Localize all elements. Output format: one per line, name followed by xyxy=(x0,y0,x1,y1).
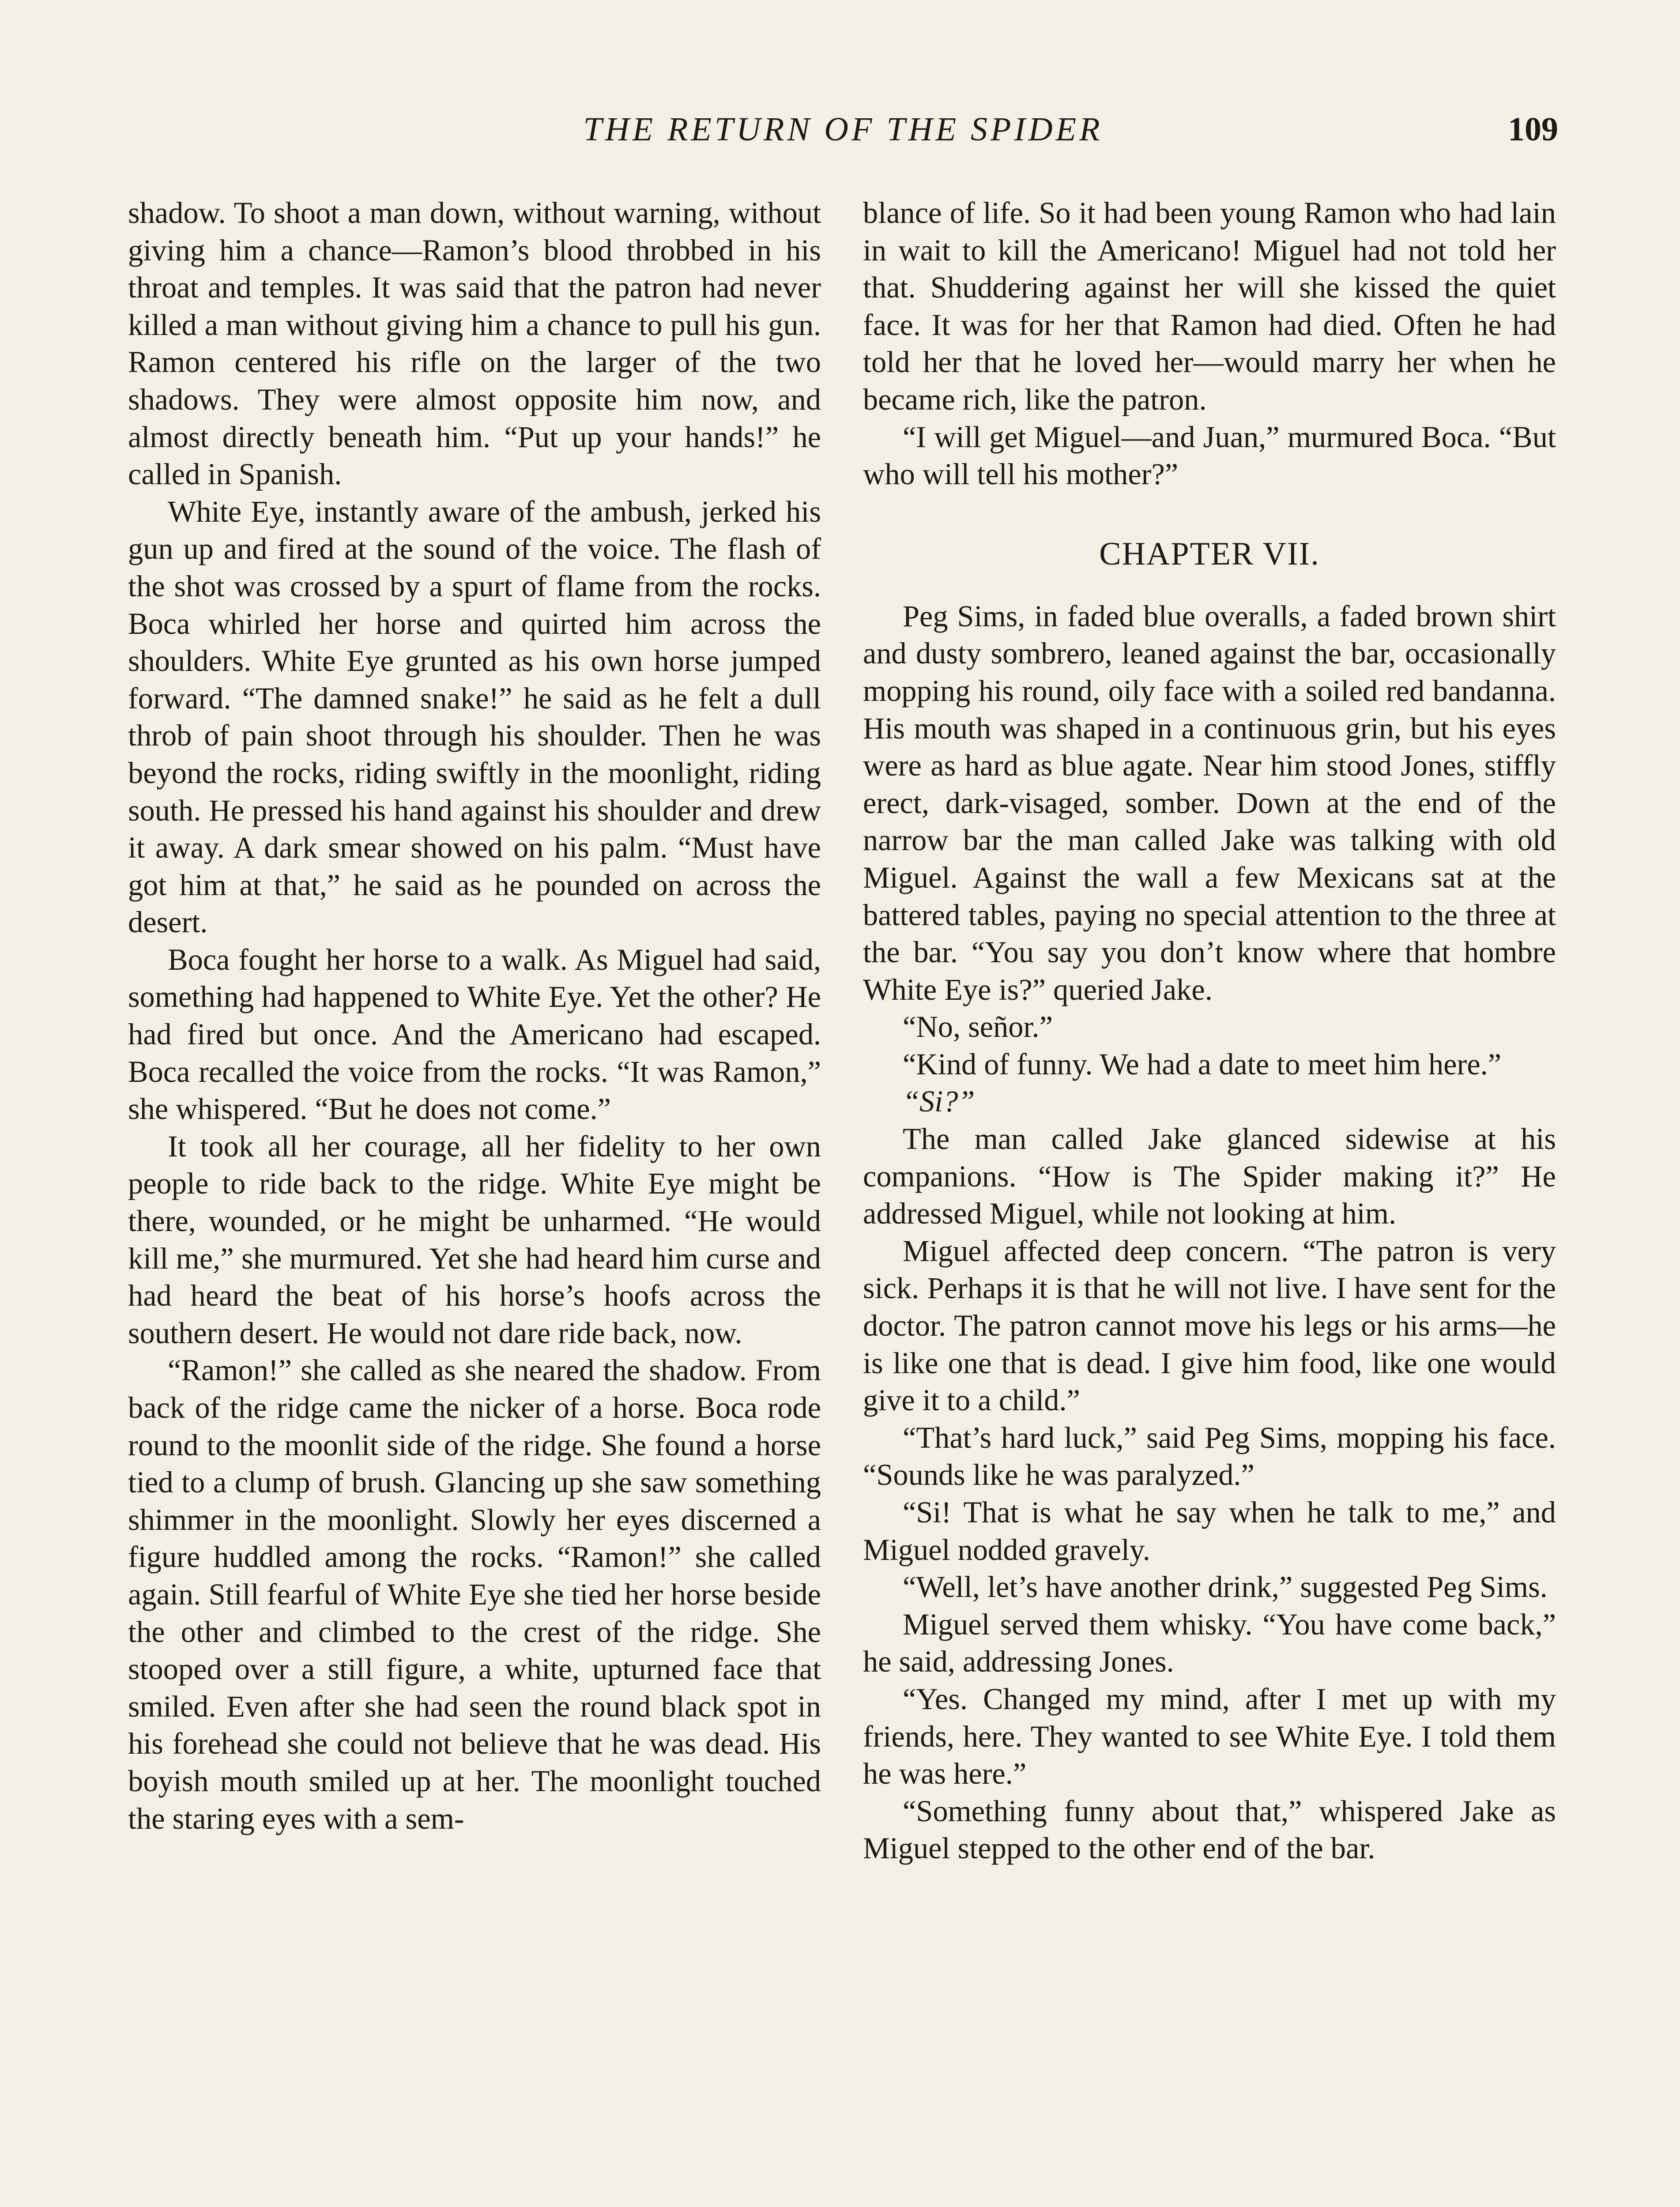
paragraph: Miguel affected deep concern. “The patron is very sick. Perhaps it is that he will not live. I have sent for the doctor. The patron cannot move his legs or his arms—he is like one that is dead. I give him food, like one would give it to a child.” xyxy=(863,1234,1556,1417)
running-title: THE RETURN OF THE SPIDER xyxy=(583,111,1103,148)
chapter-heading: CHAPTER VII. xyxy=(1099,535,1320,572)
paragraph: Boca fought her horse to a walk. As Miguel had said, something had happened to White Eye. Yet the other? He had fired but once. And the Americano had escaped. Boca recalled the voice from the rocks. “It was Ramon,” she whispered. “But he does not come.” xyxy=(128,942,821,1126)
paragraph: “That’s hard luck,” said Peg Sims, mopping his face. “Sounds like he was paralyzed.” xyxy=(863,1420,1556,1492)
left-column xyxy=(128,194,821,1837)
paragraph: The man called Jake glanced sidewise at his companions. “How is The Spider making it?” He addressed Miguel, while not looking at him. xyxy=(863,1122,1556,1231)
paragraph: “Well, let’s have another drink,” suggested Peg Sims. xyxy=(903,1570,1548,1604)
paragraph: Peg Sims, in faded blue overalls, a faded brown shirt and dusty sombrero, leaned against the bar, occasionally mopping his round, oily face with a soiled red bandanna. His mouth was shaped in a continuous grin, but his eyes were as hard as blue agate. Near him stood Jones, stiffly erect, dark-visaged, somber. Down at the end of the narrow bar the man called Jake was talking with old Miguel. Against the wall a few Mexicans sat at the battered tables, paying no special attention to the three at the bar. “You say you don’t know where that hombre White Eye is?” queried Jake. xyxy=(863,599,1556,1006)
paragraph: “No, señor.” xyxy=(903,1010,1053,1044)
paragraph: “Yes. Changed my mind, after I met up with my friends, here. They wanted to see White Eye. I told them he was here.” xyxy=(863,1682,1556,1791)
page-header xyxy=(128,110,1558,163)
paragraph: Miguel served them whisky. “You have come back,” he said, addressing Jones. xyxy=(863,1607,1556,1679)
paragraph: shadow. To shoot a man down, without warning, without giving him a chance—Ramon’s blood throbbed in his throat and temples. It was said that the patron had never killed a man without giving him a chance to pull his gun. Ramon centered his rifle on the larger of the two shadows. They were almost opposite him now, and almost directly beneath him. “Put up your hands!” he called in Spanish. xyxy=(128,196,821,491)
page-number: 109 xyxy=(1508,111,1558,148)
paragraph: “Si! That is what he say when he talk to me,” and Miguel nodded gravely. xyxy=(863,1495,1556,1567)
paragraph: “Kind of funny. We had a date to meet him here.” xyxy=(903,1047,1502,1081)
paragraph: It took all her courage, all her fidelity to her own people to ride back to the ridge. White Eye might be there, wounded, or he might be unharmed. “He would kill me,” she murmured. Yet she had heard him curse and had heard the beat of his horse’s hoofs across the southern desert. He would not dare ride back, now. xyxy=(128,1129,821,1350)
paragraph: “Ramon!” she called as she neared the shadow. From back of the ridge came the nicker of a horse. Boca rode round to the moonlit side of the ridge. She found a horse tied to a clump of brush. Glancing up she saw something shimmer in the moonlight. Slowly her eyes discerned a figure huddled among the rocks. “Ramon!” she called again. Still fearful of White Eye she tied her horse beside the other and climbed to the crest of the ridge. She stooped over a still figure, a white, upturned face that smiled. Even after she had seen the round black spot in his forehead she could not believe that he was dead. His boyish mouth smiled up at her. The moonlight touched the staring eyes with a sem- xyxy=(128,1353,821,1835)
paragraph: blance of life. So it had been young Ramon who had lain in wait to kill the Americano! Miguel had not told her that. Shuddering against her will she kissed the quiet face. It was for her that Ramon had died. Often he had told her that he loved her—would marry her when he became rich, like the patron. xyxy=(863,196,1556,416)
paragraph: “I will get Miguel—and Juan,” murmured Boca. “But who will tell his mother?” xyxy=(863,420,1556,491)
paragraph: “Si?” xyxy=(903,1085,975,1119)
paragraph: White Eye, instantly aware of the ambush, jerked his gun up and fired at the sound of the voice. The flash of the shot was crossed by a spurt of flame from the rocks. Boca whirled her horse and quirted him across the shoulders. White Eye grunted as his own horse jumped forward. “The damned snake!” he said as he felt a dull throb of pain shoot through his shoulder. Then he was beyond the rocks, riding swiftly in the moonlight, riding south. He pressed his hand against his shoulder and drew it away. A dark smear showed on his palm. “Must have got him at that,” he said as he pounded on across the desert. xyxy=(128,494,821,939)
paragraph: “Something funny about that,” whispered Jake as Miguel stepped to the other end of the bar. xyxy=(863,1794,1556,1865)
right-column xyxy=(863,194,1556,1867)
